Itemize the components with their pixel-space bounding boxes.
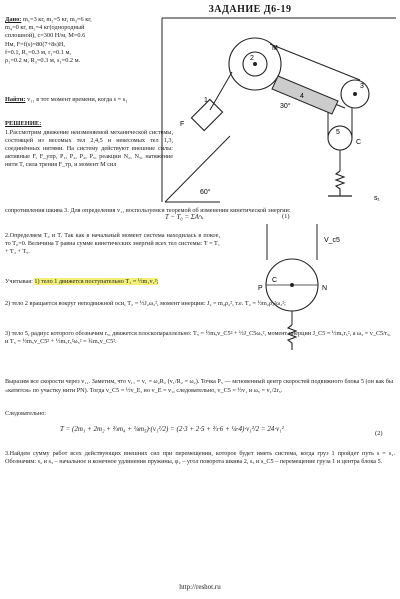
find-text: v₁₁ в тот момент времени, когда s = s₁ <box>27 96 128 103</box>
diag2-label-N: N <box>322 285 328 292</box>
diag2-label-P: P <box>258 285 263 292</box>
given-label: Дано: <box>5 16 22 23</box>
given-line-3: сплошной), c=300 Н/м, M=0.6 <box>5 32 86 40</box>
find-block <box>5 96 175 104</box>
label-F: F <box>180 121 185 128</box>
diag2-label-C: C <box>272 277 278 284</box>
equation-1: T − T₀ = ΣAᵉₖ <box>165 214 204 221</box>
page-title: ЗАДАНИЕ Д6-19 <box>208 4 292 15</box>
label-4: 4 <box>300 93 304 100</box>
label-s1: s₁ <box>374 195 380 202</box>
kinetic-label: Учитывая: <box>5 278 33 285</box>
block-5-diagram <box>232 220 367 365</box>
label-5: 5 <box>336 129 340 136</box>
given-line-5: f=0.1, R₁=0.3 м, r₁=0.1 м, <box>5 48 72 56</box>
given-line-1: m₁=3 кг, m₂=5 кг, m₃=6 кг, <box>22 16 92 23</box>
solution-heading: РЕШЕНИЕ: <box>5 120 42 127</box>
label-2: 2 <box>250 55 254 62</box>
given-line-4: Нм, F=f(s)=80(7+8s)Н, <box>5 40 65 48</box>
label-60deg: 60° <box>200 189 211 196</box>
given-block <box>5 16 185 65</box>
given-line-6: ρ₁=0.2 м, R₃=0.3 м, s₁=0.2 м. <box>5 57 81 65</box>
solution-paragraph-3: 2) тело 2 вращается вокруг неподвижной оси, T₂ = ½J₂ω₂², момент инерции: J₂ = m₂ρ₂², т.е. T₂ = ½m₂ρ₂²ω₂²; <box>5 300 286 307</box>
solution-paragraph-5: Выразим все скорости через v₁₁. Заметим, что v₁₁ = v₁ = ω₂R₂ (v₁/R₂ = ω₂). Точка P₅ — мгновенный центр скоростей подвижного блока 5 (он как бы «катится» по участку нити PN). Тогда v_C5 = ½v_E, но v_E = v₁, следовательно, v_C5 = ½v₁ и ω₅ = v₁/2r₅. <box>5 378 394 394</box>
kinetic-text: 1) тело 1 движется поступательно T₁ = ½m₁v₁²; <box>34 278 159 285</box>
label-C: C <box>356 139 362 146</box>
kinetic-line <box>5 278 220 285</box>
label-3: 3 <box>360 83 364 90</box>
label-30deg: 30° <box>280 103 291 110</box>
solution-paragraph-2: 2.Определяем T₀ и T. Так как в начальный момент система находилась в покое, то T₀=0. Величина T равна сумме кинетических энергий всех тел системы: T = T₁ + T₄ + T₅. <box>5 232 220 255</box>
solution-paragraph-1: 1.Рассмотрим движение неизменяемой механической системы, состоящей из весомых тел 2,4,5 и невесомых тел 1,3, соединённых нитями. На систему действуют внешние силы: активные F, F_упр, P₁, P₂, P₄, P₅, реакции N₂, N₃, натяжение нити T, сила трения F_тр, и момент M сил <box>5 129 173 168</box>
solution-paragraph-4: 3) тело 5, радиус которого обозначим r₅, движется плоскопараллельно: T₅ = ½m₅v_C5² + ½J_C5ω₅², момент инерции J_C5 = ½m₅r₅², а ω₅ = v_C5/r₅, и T₅ = ½m₅v_C5² + ½m₅r₅²ω₅² = ¾m₅v_C5². <box>5 330 391 345</box>
equation-2-number: (2) <box>375 430 383 437</box>
label-1: 1 <box>204 97 208 104</box>
solution-paragraph-7: 3.Найдем сумму работ всех действующих внешних сил при перемещении, которое будет иметь система, когда груз 1 пройдет путь s = s₁. Обозначим: s₂ и s₃ – начальное и конечное удлинения пружины, φ₂ – угол поворота шкива 2, s₅ и s_C5 – перемещение груза 1 и центра блока 5. <box>5 450 395 466</box>
solution-paragraph-6: Следовательно: <box>5 410 47 417</box>
footer-url: http://reshot.ru <box>179 583 221 591</box>
find-label: Найти: <box>5 96 26 103</box>
given-line-2: m₄=0 кг, m₅=4 кг(однородный <box>5 24 85 32</box>
equation-2: T = (2m₁ + 2m₂ + ⅔m₄ + ¼m₅)·(v₁²/2) = (2·3 + 2·5 + ⅔·6 + ¼·4)·v₁²/2 = 24·v₁² <box>60 425 284 433</box>
label-M: M <box>272 45 278 52</box>
equation-1-number: (1) <box>282 213 290 220</box>
diag2-label-vc5: V_c5 <box>324 237 340 244</box>
mechanism-diagram <box>160 16 398 204</box>
solution-paragraph-1b: сопротивления шкива 3. Для определения v₁₁ воспользуемся теоремой об изменении кинетической энергии: <box>5 207 291 214</box>
